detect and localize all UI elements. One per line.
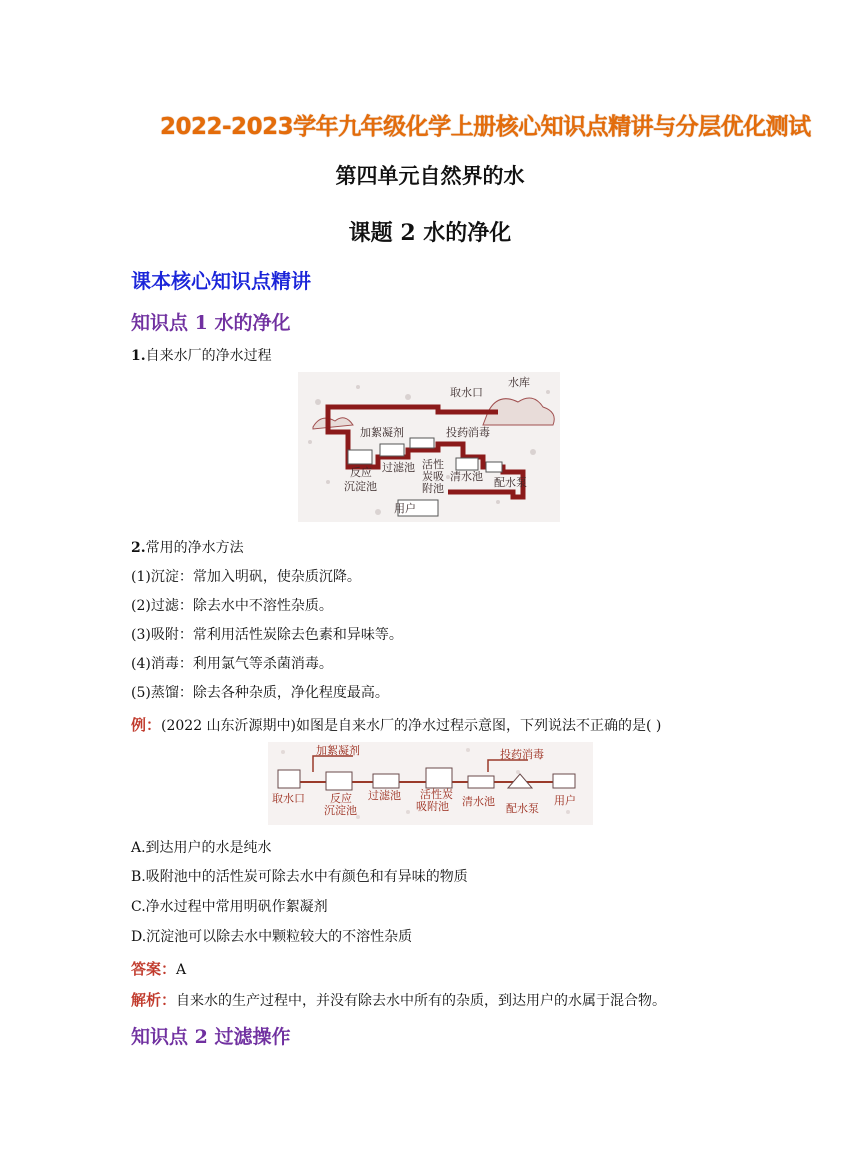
analysis-text: 自来水的生产过程中，并没有除去水中所有的杂质，到达用户的水属于混合物。 <box>176 993 667 1009</box>
fig1-label-filter: 过滤池 <box>382 461 415 474</box>
fig2-label-sedimentation: 沉淀池 <box>324 804 357 817</box>
fig2-label-clear-water: 清水池 <box>462 795 495 808</box>
fig1-label-reservoir: 水库 <box>508 376 530 389</box>
answer-value: A <box>176 962 187 978</box>
fig2-label-filter: 过滤池 <box>368 789 401 802</box>
fig1-label-clear-water: 清水池 <box>450 470 483 483</box>
fig1-label-sedimentation: 沉淀池 <box>344 480 377 493</box>
method-adsorption: (3)吸附：常利用活性炭除去色素和异味等。 <box>131 627 403 643</box>
option-d: D.沉淀池可以除去水中颗粒较大的不溶性杂质 <box>131 929 413 945</box>
fig1-label-reaction: 反应 <box>350 466 372 479</box>
option-b: B.吸附池中的活性炭可除去水中有颜色和有异味的物质 <box>131 869 468 885</box>
example-label: 例： <box>131 716 162 734</box>
section-title: 课本核心知识点精讲 <box>131 269 311 293</box>
water-process-diagram <box>268 742 593 825</box>
analysis <box>131 989 666 1010</box>
method-sedimentation: (1)沉淀：常加入明矾，使杂质沉降。 <box>131 569 361 585</box>
option-c: C.净水过程中常用明矾作絮凝剂 <box>131 899 328 915</box>
fig1-label-activated-2: 炭吸 <box>422 470 444 483</box>
fig2-label-intake: 取水口 <box>272 792 305 805</box>
knowledge-point-2-title: 知识点 2 过滤操作 <box>131 1026 291 1048</box>
fig1-label-activated-1: 活性 <box>422 458 444 471</box>
method-distillation: (5)蒸馏：除去各种杂质，净化程度最高。 <box>131 685 389 701</box>
fig2-label-coagulant: 加絮凝剂 <box>316 744 360 757</box>
knowledge-point-1-title: 知识点 1 水的净化 <box>131 312 291 334</box>
answer-label: 答案： <box>131 960 177 978</box>
analysis-label: 解析： <box>131 991 177 1009</box>
fig1-label-disinfect: 投药消毒 <box>446 426 490 439</box>
fig2-label-pump: 配水泵 <box>506 802 539 815</box>
fig1-label-coagulant: 加絮凝剂 <box>360 426 404 439</box>
fig2-label-reaction: 反应 <box>330 792 352 805</box>
example-question-text: (2022 山东沂源期中)如图是自来水厂的净水过程示意图，下列说法不正确的是( ) <box>161 718 662 734</box>
fig2-label-user: 用户 <box>554 794 576 807</box>
item-2-text: 常用的净水方法 <box>145 540 244 556</box>
fig2-label-activated: 活性炭 <box>420 788 453 801</box>
option-a: A.到达用户的水是纯水 <box>131 840 272 856</box>
item-1 <box>131 345 272 365</box>
fig2-label-disinfect: 投药消毒 <box>500 748 544 761</box>
method-filtration: (2)过滤：除去水中不溶性杂质。 <box>131 598 333 614</box>
fig1-label-pump: 配水泵 <box>494 476 527 489</box>
item-2 <box>131 537 244 557</box>
banner-title: 2022-2023学年九年级化学上册核心知识点精讲与分层优化测试 <box>160 114 811 140</box>
item-1-number: 1. <box>131 348 146 364</box>
fig1-label-intake: 取水口 <box>450 386 483 399</box>
fig1-label-user: 用户 <box>394 502 416 515</box>
method-disinfection: (4)消毒：利用氯气等杀菌消毒。 <box>131 656 333 672</box>
fig1-label-activated-3: 附池 <box>422 482 444 495</box>
item-1-text: 自来水厂的净水过程 <box>145 348 272 364</box>
fig2-label-adsorption: 吸附池 <box>416 800 449 813</box>
example-question <box>131 714 661 735</box>
answer <box>131 958 186 979</box>
lesson-title: 课题 2 水的净化 <box>348 220 512 246</box>
unit-title: 第四单元自然界的水 <box>335 164 525 188</box>
water-plant-diagram <box>298 372 560 522</box>
item-2-number: 2. <box>131 540 146 556</box>
